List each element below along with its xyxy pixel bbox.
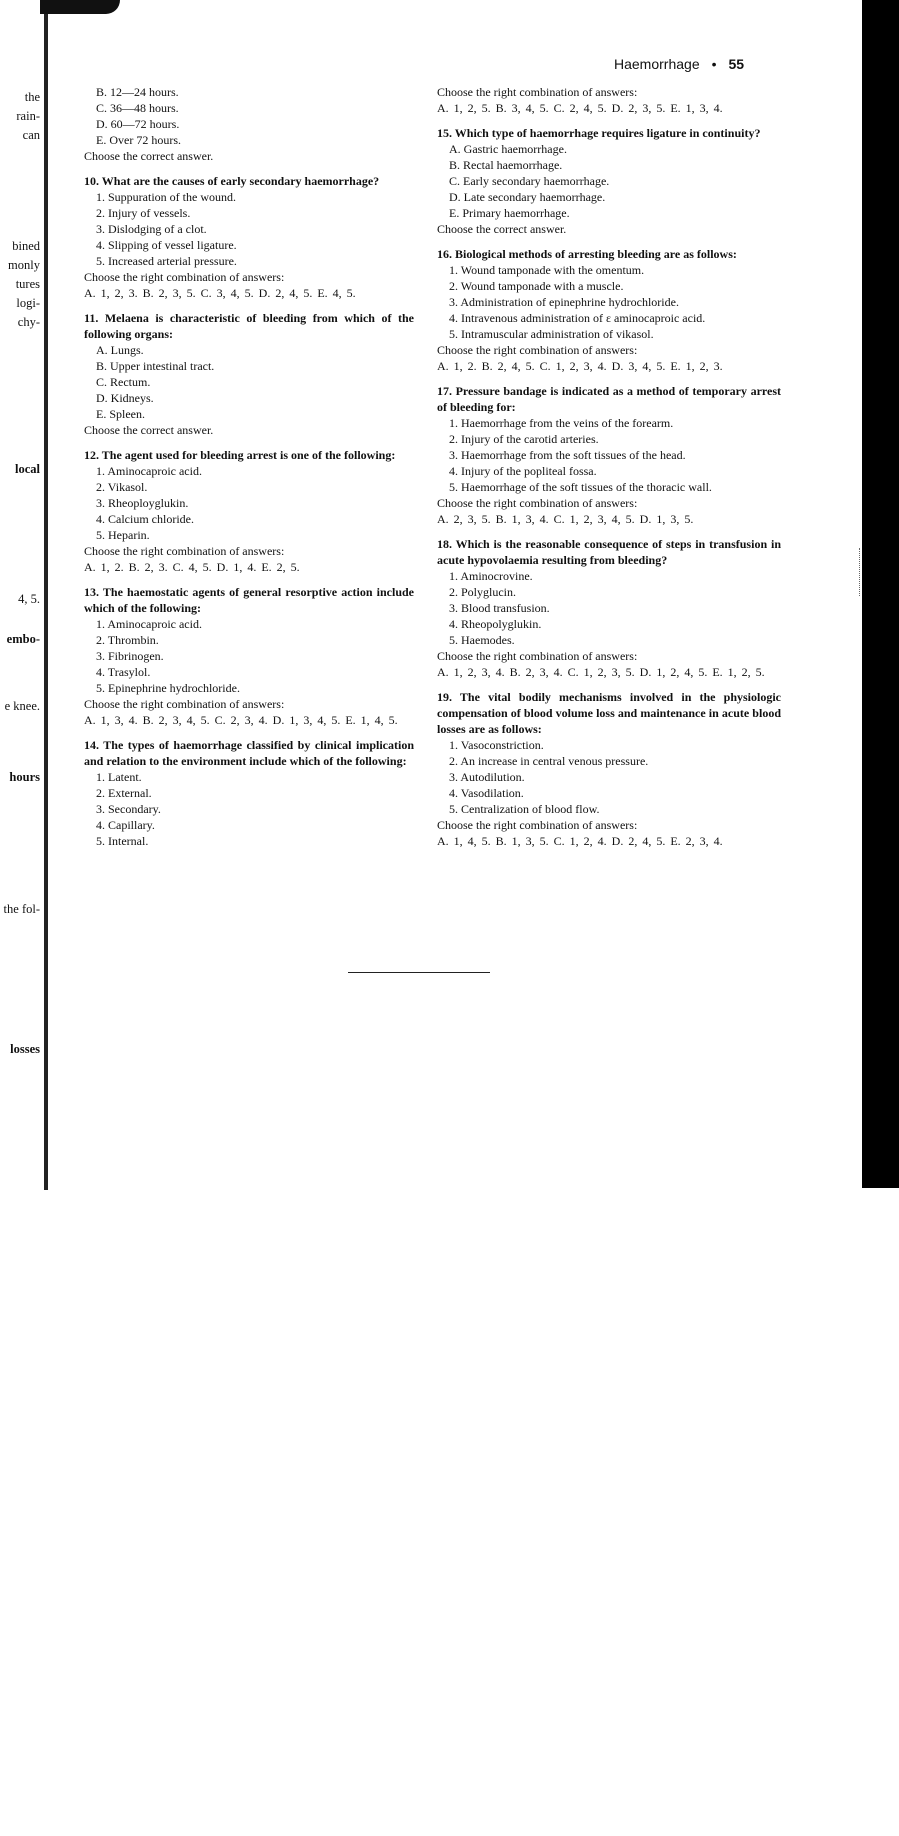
answer-options: A. 1, 2, 5. B. 3, 4, 5. C. 2, 4, 5. D. 2, 3, 5. E. 1, 3, 4.: [437, 101, 723, 115]
page-number: 55: [728, 56, 745, 72]
fragment-text: tures: [15, 277, 40, 291]
option-item: C. Early secondary haemorrhage.: [449, 174, 610, 188]
question-block: [84, 447, 414, 575]
option-item: 4. Slipping of vessel ligature.: [96, 238, 237, 252]
fragment-text: hours: [9, 770, 40, 784]
option-item: A. Gastric haemorrhage.: [449, 142, 567, 156]
scan-dots: [859, 548, 862, 596]
option-item: 5. Internal.: [96, 834, 149, 848]
q14-tail: [437, 84, 781, 116]
option-item: 4. Vasodilation.: [449, 786, 524, 800]
option-item: 1. Aminocaproic acid.: [96, 617, 202, 631]
option-item: 2. External.: [96, 786, 152, 800]
left-column: [84, 84, 414, 849]
option-item: D. Kidneys.: [96, 391, 154, 405]
question-block: [437, 383, 781, 527]
option-item: 1. Suppuration of the wound.: [96, 190, 236, 204]
question-block: [84, 584, 414, 728]
question-block: [437, 125, 781, 237]
right-questions: [437, 125, 781, 849]
instruction: Choose the right combination of answers:: [84, 697, 285, 711]
option-item: E. Spleen.: [96, 407, 145, 421]
answer-options: A. 1, 4, 5. B. 1, 3, 5. C. 1, 2, 4. D. 2, 4, 5. E. 2, 3, 4.: [437, 834, 723, 848]
question-block: [84, 310, 414, 438]
option-item: 3. Secondary.: [96, 802, 161, 816]
option-item: 5. Epinephrine hydrochloride.: [96, 681, 240, 695]
option-item: 2. Polyglucin.: [449, 585, 517, 599]
option-item: 4. Rheopolyglukin.: [449, 617, 542, 631]
instruction: Choose the correct answer.: [84, 149, 214, 163]
option-item: E. Over 72 hours.: [96, 133, 181, 147]
instruction: Choose the right combination of answers:: [437, 649, 638, 663]
option-item: 5. Heparin.: [96, 528, 150, 542]
fragment-text: can: [22, 128, 40, 142]
question-text: 18. Which is the reasonable consequence of steps in transfusion in acute hypovolaemia resulting from bleeding?: [437, 537, 781, 567]
option-item: 4. Intravenous administration of ε aminocaproic acid.: [449, 311, 706, 325]
question-text: 17. Pressure bandage is indicated as a method of temporary arrest of bleeding for:: [437, 384, 781, 414]
option-item: 3. Fibrinogen.: [96, 649, 164, 663]
scan-edge-bar: [862, 0, 899, 1188]
option-item: 3. Autodilution.: [449, 770, 525, 784]
answer-options: A. 2, 3, 5. B. 1, 3, 4. C. 1, 2, 3, 4, 5. D. 1, 3, 5.: [437, 512, 694, 526]
option-item: B. Upper intestinal tract.: [96, 359, 215, 373]
question-block: [437, 246, 781, 374]
fragment-text: chy-: [17, 315, 40, 329]
answer-options: A. 1, 3, 4. B. 2, 3, 4, 5. C. 2, 3, 4. D. 1, 3, 4, 5. E. 1, 4, 5.: [84, 713, 398, 727]
q9-tail: [84, 84, 414, 164]
left-questions: [84, 173, 414, 849]
fragment-text: logi-: [16, 296, 40, 310]
option-item: 5. Haemorrhage of the soft tissues of the thoracic wall.: [449, 480, 712, 494]
instruction: Choose the correct answer.: [84, 423, 214, 437]
option-item: 4. Capillary.: [96, 818, 155, 832]
instruction: Choose the right combination of answers:: [437, 818, 638, 832]
question-block: [84, 173, 414, 301]
answer-options: A. 1, 2, 3, 4. B. 2, 3, 4. C. 1, 2, 3, 5. D. 1, 2, 4, 5. E. 1, 2, 5.: [437, 665, 765, 679]
option-item: 3. Dislodging of a clot.: [96, 222, 207, 236]
answer-options: A. 1, 2, 3. B. 2, 3, 5. C. 3, 4, 5. D. 2, 4, 5. E. 4, 5.: [84, 286, 356, 300]
option-item: 2. An increase in central venous pressure.: [449, 754, 649, 768]
question-block: [437, 689, 781, 849]
fragment-text: rain-: [16, 109, 40, 123]
header-bullet: •: [711, 56, 717, 72]
option-item: 1. Aminocaproic acid.: [96, 464, 202, 478]
option-item: D. 60—72 hours.: [96, 117, 180, 131]
instruction: Choose the right combination of answers:: [437, 496, 638, 510]
option-item: C. 36—48 hours.: [96, 101, 179, 115]
fragment-text: the: [24, 90, 40, 104]
instruction: Choose the right combination of answers:: [84, 270, 285, 284]
option-item: 1. Vasoconstriction.: [449, 738, 544, 752]
question-text: 10. What are the causes of early secondary haemorrhage?: [84, 174, 380, 188]
option-item: 1. Aminocrovine.: [449, 569, 533, 583]
option-item: 2. Thrombin.: [96, 633, 159, 647]
fragment-text: the fol-: [3, 902, 40, 916]
option-item: C. Rectum.: [96, 375, 151, 389]
instruction: Choose the right combination of answers:: [84, 544, 285, 558]
option-item: 4. Calcium chloride.: [96, 512, 194, 526]
option-item: 5. Haemodes.: [449, 633, 515, 647]
option-item: D. Late secondary haemorrhage.: [449, 190, 606, 204]
option-item: 2. Vikasol.: [96, 480, 148, 494]
right-column: [437, 84, 781, 849]
answer-options: A. 1, 2. B. 2, 3. C. 4, 5. D. 1, 4. E. 2, 5.: [84, 560, 300, 574]
running-header: [614, 56, 744, 72]
option-item: 4. Trasylol.: [96, 665, 151, 679]
option-item: 2. Injury of vessels.: [96, 206, 191, 220]
question-text: 13. The haemostatic agents of general resorptive action include which of the following:: [84, 585, 414, 615]
question-text: 16. Biological methods of arresting bleeding are as follows:: [437, 247, 737, 261]
question-text: 14. The types of haemorrhage classified by clinical implication and relation to the environment include which of the following:: [84, 738, 414, 768]
fragment-text: local: [15, 462, 40, 476]
option-item: 1. Wound tamponade with the omentum.: [449, 263, 645, 277]
fragment-text: bined: [12, 239, 40, 253]
instruction: Choose the right combination of answers:: [437, 343, 638, 357]
option-item: 5. Centralization of blood flow.: [449, 802, 600, 816]
option-item: 1. Haemorrhage from the veins of the forearm.: [449, 416, 674, 430]
option-item: 3. Rheoployglukin.: [96, 496, 189, 510]
option-item: E. Primary haemorrhage.: [449, 206, 570, 220]
fragment-text: 4, 5.: [18, 592, 40, 606]
chapter-title: Haemorrhage: [614, 56, 700, 72]
fragment-text: embo-: [6, 632, 40, 646]
option-item: 5. Intramuscular administration of vikasol.: [449, 327, 654, 341]
question-text: 15. Which type of haemorrhage requires ligature in continuity?: [437, 126, 761, 140]
option-item: 3. Administration of epinephrine hydrochloride.: [449, 295, 679, 309]
option-item: B. 12—24 hours.: [96, 85, 179, 99]
instruction: Choose the correct answer.: [437, 222, 567, 236]
fragment-text: monly: [8, 258, 40, 272]
question-text: 19. The vital bodily mechanisms involved in the physiologic compensation of blood volume loss and maintenance in acute blood losses are as follows:: [437, 690, 781, 736]
instruction: Choose the right combination of answers:: [437, 85, 638, 99]
question-block: [84, 737, 414, 849]
option-item: 1. Latent.: [96, 770, 142, 784]
option-item: 5. Increased arterial pressure.: [96, 254, 237, 268]
option-item: B. Rectal haemorrhage.: [449, 158, 563, 172]
answer-options: A. 1, 2. B. 2, 4, 5. C. 1, 2, 3, 4. D. 3, 4, 5. E. 1, 2, 3.: [437, 359, 723, 373]
option-item: A. Lungs.: [96, 343, 144, 357]
option-item: 2. Injury of the carotid arteries.: [449, 432, 599, 446]
fragment-text: losses: [10, 1042, 40, 1056]
option-item: 3. Haemorrhage from the soft tissues of the head.: [449, 448, 686, 462]
option-item: 2. Wound tamponade with a muscle.: [449, 279, 624, 293]
page-corner-shadow: [40, 0, 120, 14]
option-item: 3. Blood transfusion.: [449, 601, 550, 615]
question-block: [437, 536, 781, 680]
page-spine-shadow: [44, 0, 48, 1190]
footer-rule: [348, 972, 490, 973]
question-text: 12. The agent used for bleeding arrest is one of the following:: [84, 448, 396, 462]
question-text: 11. Melaena is characteristic of bleeding from which of the following organs:: [84, 311, 414, 341]
option-item: 4. Injury of the popliteal fossa.: [449, 464, 597, 478]
fragment-text: e knee.: [4, 699, 40, 713]
